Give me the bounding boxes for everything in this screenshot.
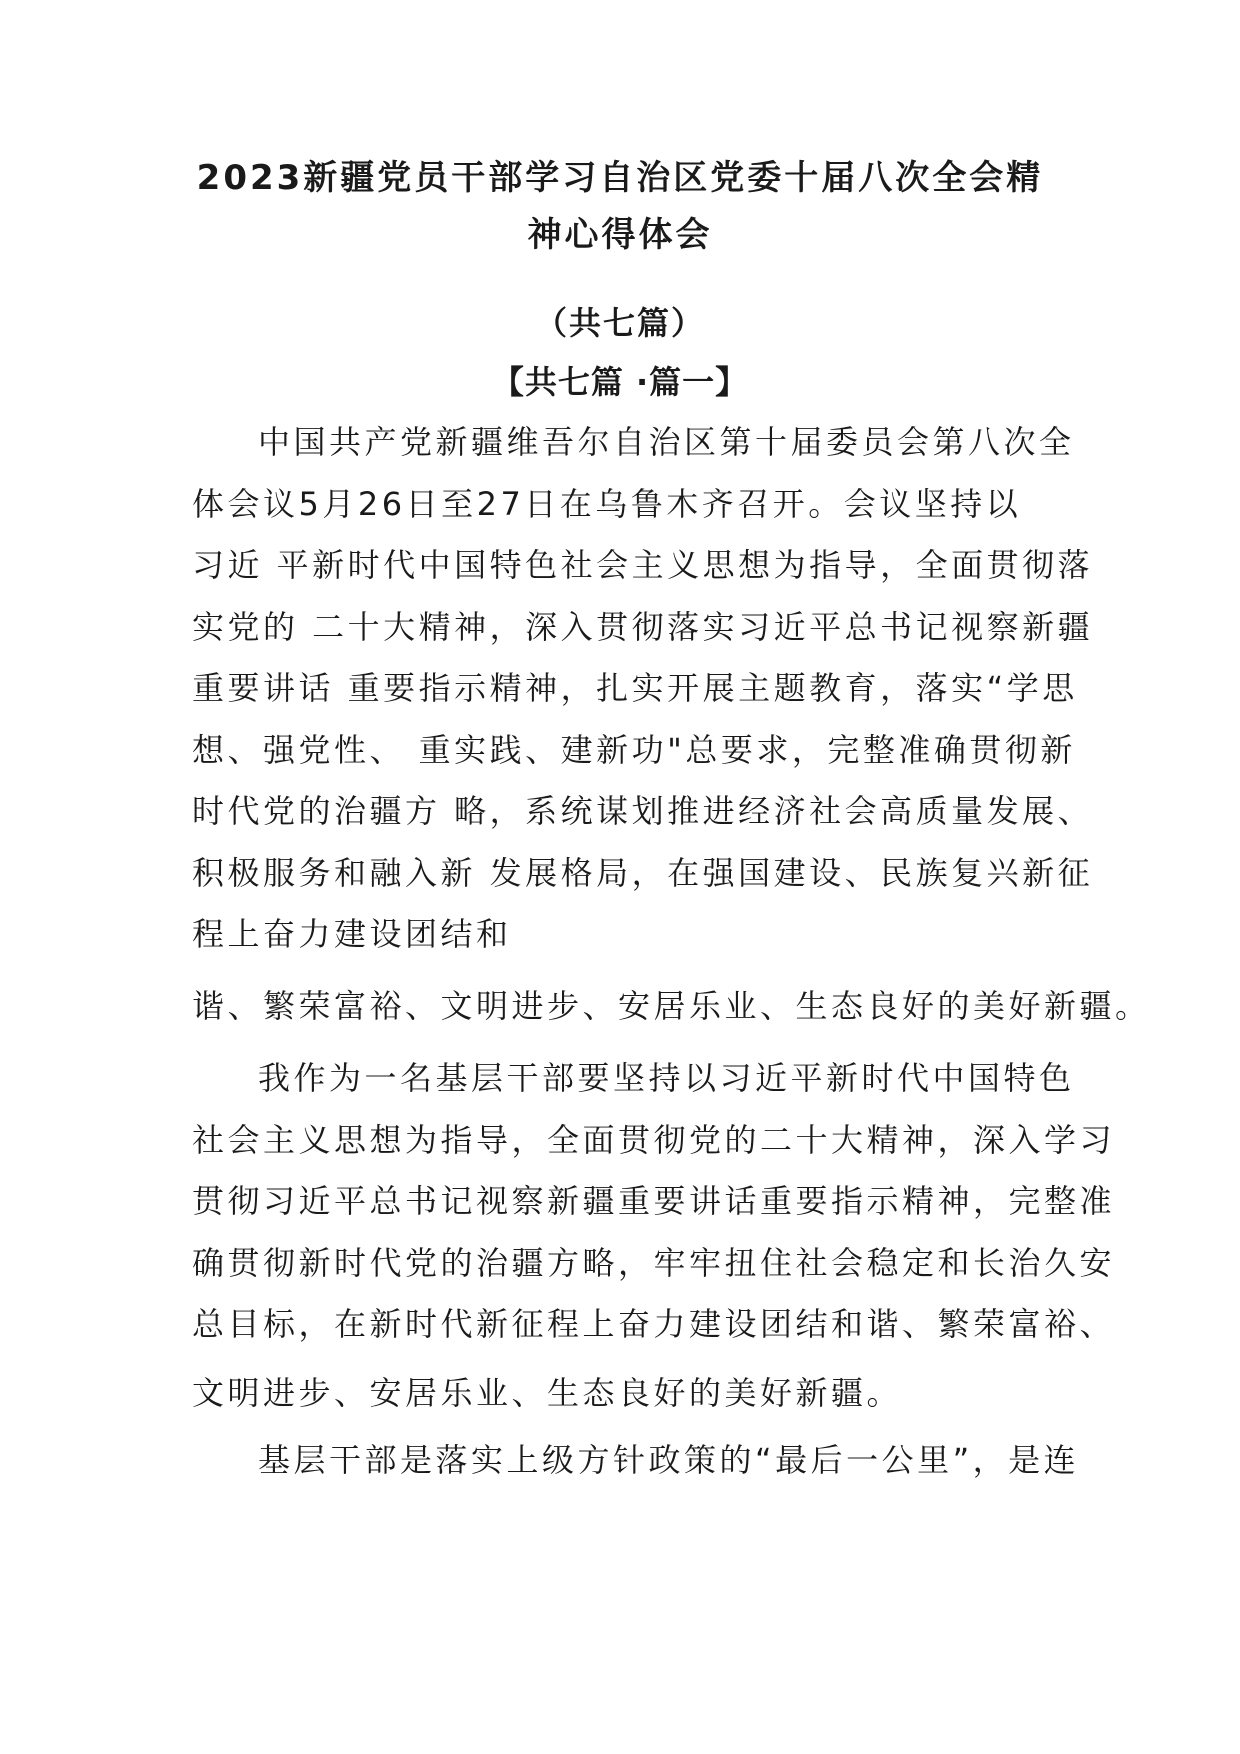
body-line: 社会主义思想为指导，全面贯彻党的二十大精神，深入学习 — [192, 1121, 1116, 1159]
body-line: 确贯彻新时代党的治疆方略，牢牢扭住社会稳定和长治久安 — [192, 1244, 1116, 1282]
body-line: 重要讲话 重要指示精神，扎实开展主题教育，落实“学思 — [192, 669, 1078, 707]
body-line: 中国共产党新疆维吾尔自治区第十届委员会第八次全 — [258, 423, 1075, 461]
body-line: 谐、繁荣富裕、文明进步、安居乐业、生态良好的美好新疆。 — [192, 987, 1151, 1025]
body-line: 我作为一名基层干部要坚持以习近平新时代中国特色 — [258, 1059, 1075, 1097]
body-line: 基层干部是落实上级方针政策的“最后一公里”，是连 — [258, 1441, 1080, 1479]
body-line: 时代党的治疆方 略，系统谋划推进经济社会高质量发展、 — [192, 792, 1094, 830]
document-title-line-2: 神心得体会 — [527, 215, 713, 255]
body-line: 文明进步、安居乐业、生态良好的美好新疆。 — [192, 1374, 903, 1412]
body-line: 总目标，在新时代新征程上奋力建设团结和谐、繁荣富裕、 — [192, 1305, 1116, 1343]
body-line: 实党的 二十大精神，深入贯彻落实习近平总书记视察新疆 — [192, 608, 1094, 646]
body-line: 贯彻习近平总书记视察新疆重要讲话重要指示精神，完整准 — [192, 1182, 1116, 1220]
body-line: 积极服务和融入新 发展格局，在强国建设、民族复兴新征 — [192, 854, 1094, 892]
section-heading: 【共七篇 ·篇一】 — [491, 363, 749, 401]
body-line: 程上奋力建设团结和 — [192, 915, 512, 953]
body-line: 习近 平新时代中国特色社会主义思想为指导，全面贯彻落 — [192, 546, 1094, 584]
body-line: 体会议5月26日至27日在乌鲁木齐召开。会议坚持以 — [192, 485, 1022, 523]
body-line: 想、强党性、 重实践、建新功"总要求，完整准确贯彻新 — [192, 731, 1076, 769]
document-subtitle: （共七篇） — [534, 304, 705, 342]
document-title-line-1: 2023新疆党员干部学习自治区党委十届八次全会精 — [196, 158, 1044, 198]
